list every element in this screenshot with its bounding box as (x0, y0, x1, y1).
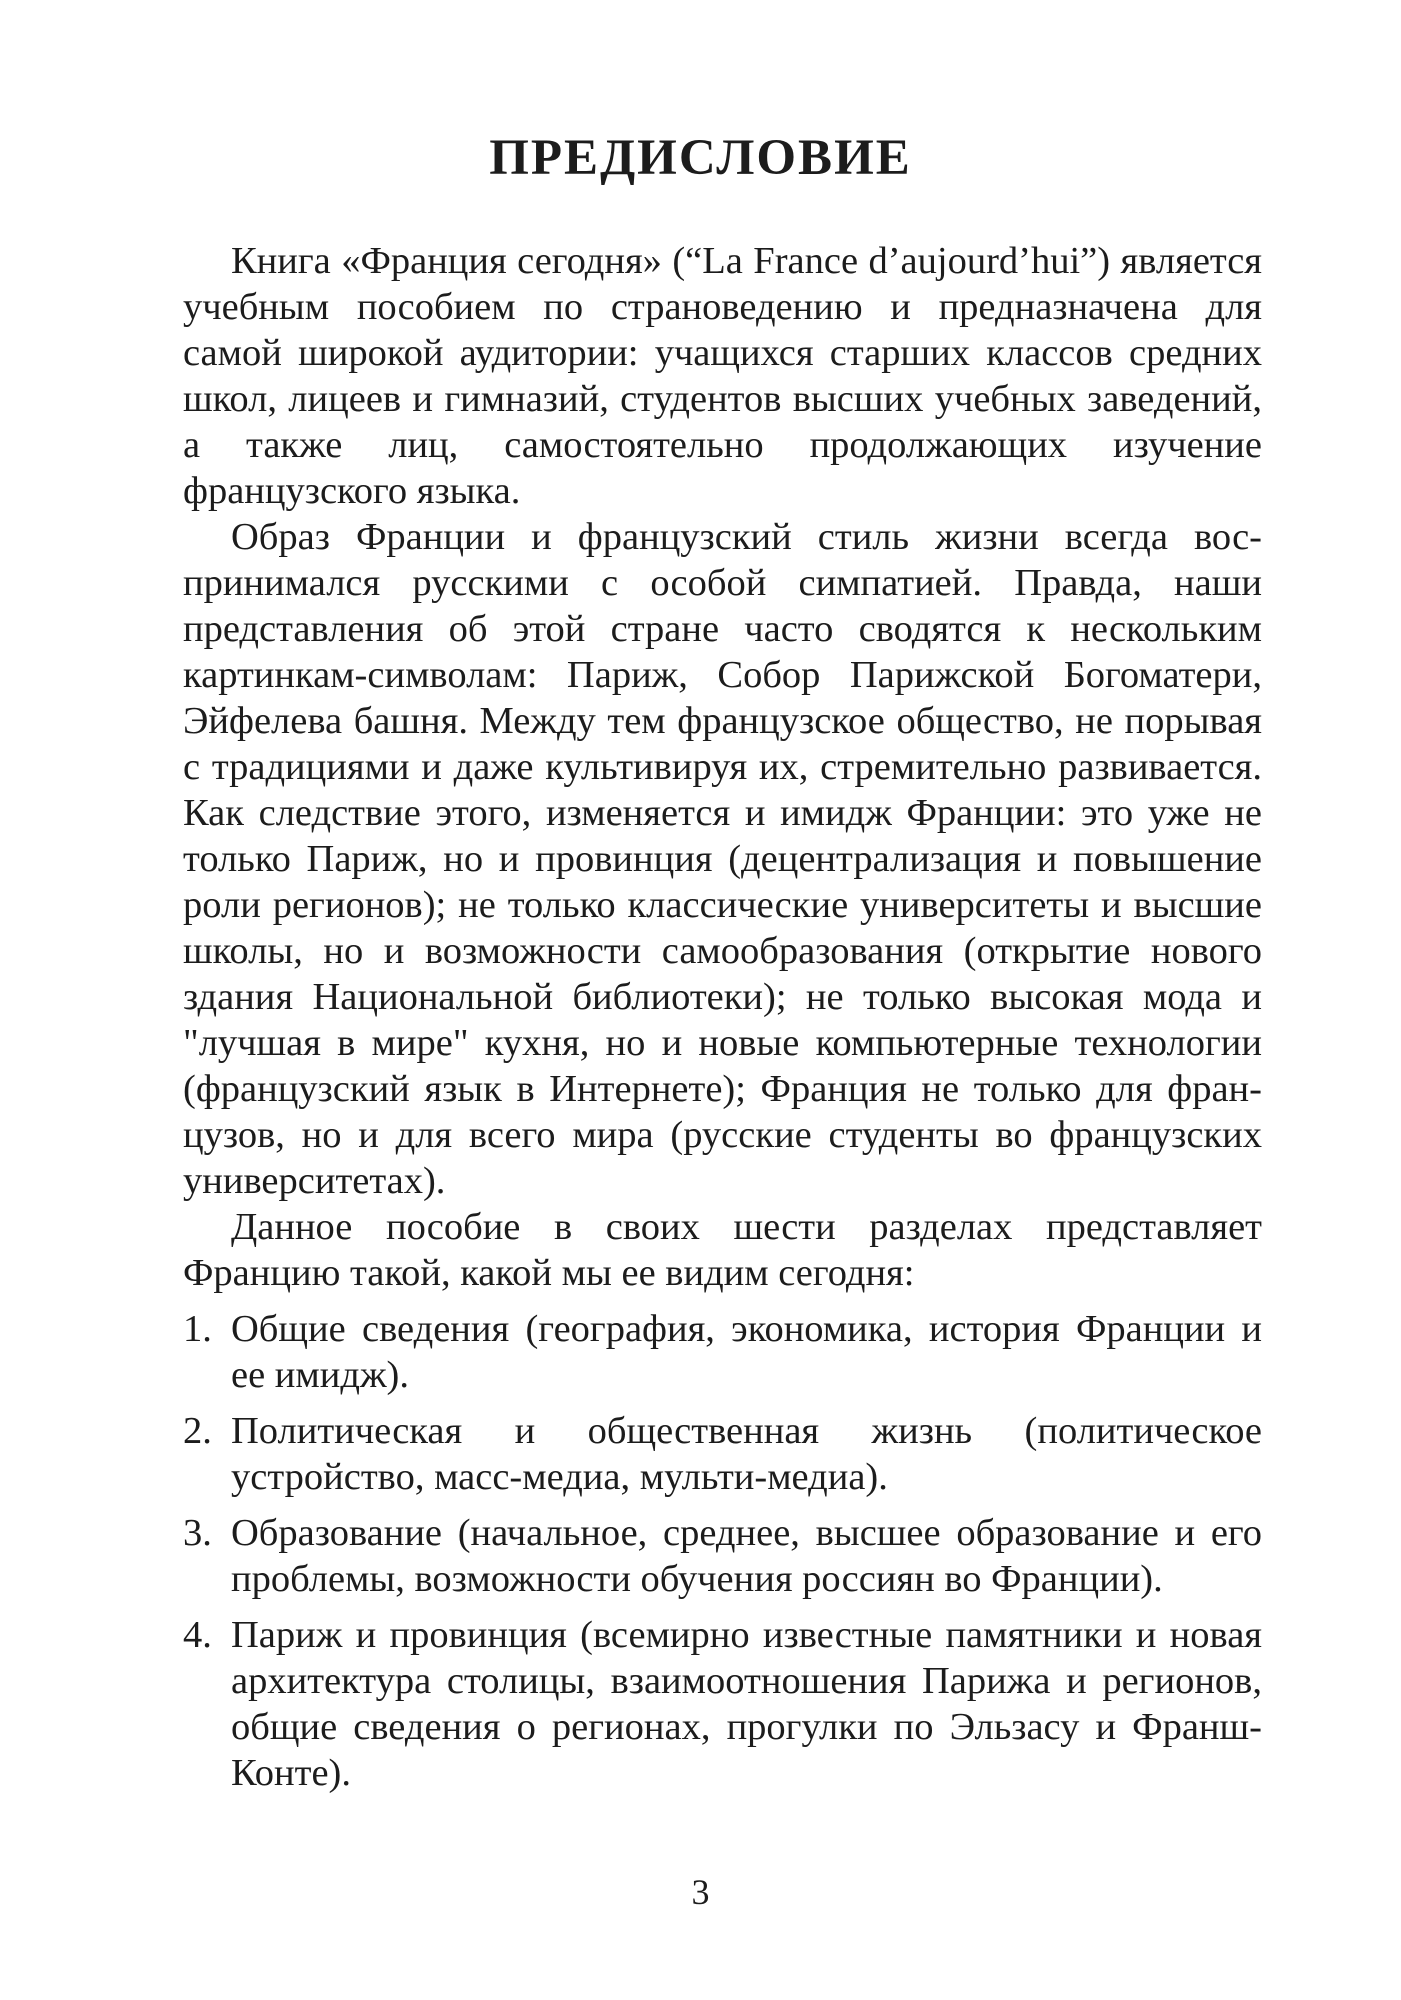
list-item-number: 4. (183, 1614, 212, 1656)
paragraph-intro: Книга «Франция сегодня» (“La France d’aujourd’hui”) является учебным пособием по страноведению и предназначена для самой широкой аудитории: учащихся старших классов средних школ, лицеев и гимназий, студентов высших учебных заведений, а также лиц, самостоятельно продолжающих изучение французского языка. (183, 240, 1262, 512)
list-item (183, 1408, 1262, 1500)
paragraph-image-of-france: Образ Франции и французский стиль жизни всегда воспринимался русскими с особой симпатией. Правда, наши представления об этой стране часто сводятся к нескольким картинкам-символам: Париж, Собор Парижской Богоматери, Эйфелева башня. Между тем французское общество, не порывая с традициями и даже культивируя их, стремительно развивается. Как следствие этого, изменяется и имидж Франции: это уже не только Париж, но и провинция (децентрализация и повышение роли регионов); не только классические университеты и высшие школы, но и возможности самообразования (открытие нового здания Национальной библиотеки); не только высокая мода и "лучшая в мире" кухня, но и новые компьютерные технологии (французский язык в Интернете); Франция не только для французов, но и для всего мира (русские студенты во французских университетах). (183, 516, 1262, 1202)
sections-list (183, 1306, 1262, 1796)
list-item-text: Образование (начальное, среднее, высшее образование и его проблемы, возможности обучения россиян во Франции). (231, 1512, 1262, 1600)
list-item-text: Политическая и общественная жизнь (политическое устройство, масс-медиа, мульти-медиа). (231, 1410, 1262, 1498)
page-number: 3 (691, 1872, 710, 1912)
list-item-number: 3. (183, 1512, 212, 1554)
list-item-text: Общие сведения (география, экономика, история Франции и ее имидж). (231, 1308, 1262, 1396)
list-item (183, 1612, 1262, 1796)
list-item (183, 1510, 1262, 1602)
list-item (183, 1306, 1262, 1398)
paragraph-sections-intro: Данное пособие в своих шести разделах представляет Францию такой, какой мы ее видим сегодня: (183, 1206, 1262, 1294)
list-item-text: Париж и провинция (всемирно известные памятники и новая архитектура столицы, взаимоотношения Парижа и регионов, общие сведения о регионах, прогулки по Эльзасу и Франш-Конте). (231, 1614, 1262, 1794)
list-item-number: 1. (183, 1308, 212, 1350)
page-title: ПРЕДИСЛОВИЕ (489, 130, 912, 186)
body-text (183, 238, 1262, 1806)
list-item-number: 2. (183, 1410, 212, 1452)
